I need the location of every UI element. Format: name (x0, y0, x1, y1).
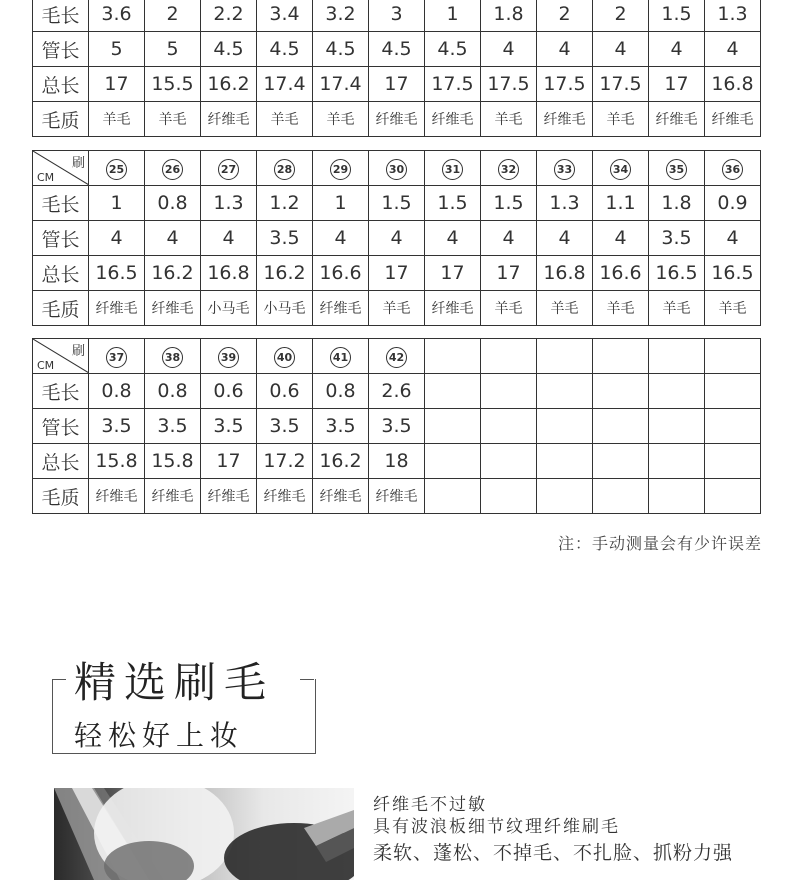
brush-number (705, 339, 761, 374)
brush-number (705, 151, 761, 186)
value-cell: 纤维毛 (257, 479, 313, 514)
value-cell: 4.5 (425, 32, 481, 67)
value-cell: 0.6 (201, 374, 257, 409)
value-cell: 羊毛 (705, 291, 761, 326)
value-cell: 4 (145, 221, 201, 256)
brush-number-badge: 27 (218, 159, 239, 180)
value-cell: 羊毛 (537, 291, 593, 326)
brush-number (481, 151, 537, 186)
value-cell: 3.5 (89, 409, 145, 444)
value-cell: 4 (705, 32, 761, 67)
row-label: 总长 (33, 256, 89, 291)
value-cell: 纤维毛 (313, 479, 369, 514)
value-cell: 16.5 (705, 256, 761, 291)
desc-line-1: 纤维毛不过敏 (373, 795, 487, 815)
value-cell: 2 (593, 0, 649, 32)
value-cell: 1.8 (649, 186, 705, 221)
value-cell: 纤维毛 (369, 102, 425, 137)
value-cell: 3.5 (201, 409, 257, 444)
value-cell (481, 409, 537, 444)
value-cell (705, 479, 761, 514)
brush-number-badge: 35 (666, 159, 687, 180)
value-cell (481, 479, 537, 514)
value-cell: 17.5 (537, 67, 593, 102)
frame-corner-right (300, 679, 314, 680)
value-cell: 羊毛 (145, 102, 201, 137)
value-cell: 1.5 (481, 186, 537, 221)
value-cell: 4 (593, 32, 649, 67)
value-cell: 纤维毛 (89, 479, 145, 514)
brush-number-badge: 39 (218, 347, 239, 368)
desc-line-3: 柔软、蓬松、不掉毛、不扎脸、抓粉力强 (373, 842, 734, 864)
value-cell: 纤维毛 (145, 479, 201, 514)
value-cell: 4.5 (201, 32, 257, 67)
value-cell: 3.5 (369, 409, 425, 444)
value-cell: 4 (593, 221, 649, 256)
brush-number-badge: 42 (386, 347, 407, 368)
value-cell: 羊毛 (593, 291, 649, 326)
brush-number-badge: 30 (386, 159, 407, 180)
row-material (33, 479, 761, 514)
value-cell: 0.8 (145, 374, 201, 409)
brush-number-badge: 34 (610, 159, 631, 180)
value-cell: 1.3 (537, 186, 593, 221)
value-cell: 16.5 (649, 256, 705, 291)
value-cell: 4 (705, 221, 761, 256)
brush-number-badge: 28 (274, 159, 295, 180)
value-cell: 4 (649, 32, 705, 67)
brush-number-badge: 38 (162, 347, 183, 368)
value-cell: 0.9 (705, 186, 761, 221)
row-label: 毛质 (33, 291, 89, 326)
value-cell: 羊毛 (593, 102, 649, 137)
value-cell (481, 374, 537, 409)
value-cell: 纤维毛 (145, 291, 201, 326)
value-cell: 纤维毛 (425, 102, 481, 137)
value-cell: 17.5 (593, 67, 649, 102)
value-cell (593, 374, 649, 409)
brush-number (257, 339, 313, 374)
value-cell: 16.6 (313, 256, 369, 291)
brush-number (593, 151, 649, 186)
value-cell: 纤维毛 (425, 291, 481, 326)
value-cell: 17 (201, 444, 257, 479)
section-subtitle: 轻松好上妆 (74, 719, 245, 752)
brush-number (369, 151, 425, 186)
value-cell: 17.2 (257, 444, 313, 479)
value-cell: 纤维毛 (201, 479, 257, 514)
value-cell (649, 444, 705, 479)
value-cell: 17.5 (481, 67, 537, 102)
value-cell (425, 444, 481, 479)
value-cell: 3.5 (649, 221, 705, 256)
value-cell (537, 374, 593, 409)
row-hair-len (33, 374, 761, 409)
row-label: 毛质 (33, 479, 89, 514)
value-cell: 3.5 (257, 221, 313, 256)
row-label: 管长 (33, 32, 89, 67)
brush-number-badge: 31 (442, 159, 463, 180)
value-cell (705, 444, 761, 479)
brush-number-badge: 37 (106, 347, 127, 368)
value-cell: 4 (313, 221, 369, 256)
spec-table-3 (32, 338, 761, 514)
corner-label-cm: CM (37, 171, 55, 184)
value-cell: 3.6 (89, 0, 145, 32)
value-cell (425, 374, 481, 409)
value-cell: 15.8 (145, 444, 201, 479)
value-cell: 1 (425, 0, 481, 32)
value-cell (649, 374, 705, 409)
value-cell: 0.8 (89, 374, 145, 409)
value-cell: 羊毛 (257, 102, 313, 137)
corner-cell (33, 339, 89, 374)
value-cell: 纤维毛 (201, 102, 257, 137)
value-cell: 3.4 (257, 0, 313, 32)
value-cell: 16.6 (593, 256, 649, 291)
brush-number (593, 339, 649, 374)
value-cell: 16.2 (201, 67, 257, 102)
brush-number-badge: 36 (722, 159, 743, 180)
value-cell: 小马毛 (257, 291, 313, 326)
brush-number (369, 339, 425, 374)
value-cell: 1.5 (369, 186, 425, 221)
value-cell: 4 (481, 221, 537, 256)
brush-number (649, 151, 705, 186)
value-cell (593, 409, 649, 444)
value-cell: 2.2 (201, 0, 257, 32)
value-cell: 1.1 (593, 186, 649, 221)
value-cell: 2 (537, 0, 593, 32)
value-cell: 18 (369, 444, 425, 479)
value-cell: 纤维毛 (537, 102, 593, 137)
header-row (33, 151, 761, 186)
section-title: 精选刷毛 (66, 650, 282, 710)
value-cell: 4.5 (369, 32, 425, 67)
value-cell: 17.5 (425, 67, 481, 102)
corner-label-brush: 刷 (71, 156, 85, 171)
value-cell: 1 (313, 186, 369, 221)
value-cell: 4 (369, 221, 425, 256)
value-cell: 17 (369, 256, 425, 291)
value-cell: 羊毛 (649, 291, 705, 326)
value-cell: 1.2 (257, 186, 313, 221)
brush-photo (54, 788, 354, 880)
value-cell: 17 (369, 67, 425, 102)
row-material (33, 291, 761, 326)
value-cell: 纤维毛 (313, 291, 369, 326)
brush-number (649, 339, 705, 374)
row-label: 毛长 (33, 374, 89, 409)
value-cell: 3 (369, 0, 425, 32)
value-cell: 16.2 (257, 256, 313, 291)
value-cell: 纤维毛 (369, 479, 425, 514)
value-cell (537, 479, 593, 514)
value-cell: 2.6 (369, 374, 425, 409)
value-cell: 0.6 (257, 374, 313, 409)
brush-number (201, 151, 257, 186)
value-cell: 16.2 (145, 256, 201, 291)
value-cell: 16.2 (313, 444, 369, 479)
value-cell: 1.3 (201, 186, 257, 221)
brush-number (257, 151, 313, 186)
brush-number (89, 151, 145, 186)
value-cell: 17 (481, 256, 537, 291)
value-cell: 1.5 (649, 0, 705, 32)
corner-label-brush: 刷 (71, 344, 85, 359)
value-cell: 3.2 (313, 0, 369, 32)
row-tube-len (33, 32, 761, 67)
value-cell: 羊毛 (481, 291, 537, 326)
value-cell: 3.5 (145, 409, 201, 444)
row-material (33, 102, 761, 137)
value-cell: 3.5 (313, 409, 369, 444)
value-cell: 15.5 (145, 67, 201, 102)
value-cell: 1.8 (481, 0, 537, 32)
value-cell: 1.3 (705, 0, 761, 32)
brush-number-badge: 33 (554, 159, 575, 180)
value-cell: 羊毛 (369, 291, 425, 326)
row-label: 总长 (33, 67, 89, 102)
header-row (33, 339, 761, 374)
value-cell: 纤维毛 (649, 102, 705, 137)
value-cell: 4 (537, 32, 593, 67)
value-cell: 17 (425, 256, 481, 291)
brush-number (145, 151, 201, 186)
value-cell: 羊毛 (313, 102, 369, 137)
value-cell: 16.8 (705, 67, 761, 102)
row-label: 管长 (33, 221, 89, 256)
value-cell: 羊毛 (481, 102, 537, 137)
value-cell: 0.8 (313, 374, 369, 409)
row-tube-len (33, 221, 761, 256)
value-cell: 4 (425, 221, 481, 256)
brush-number-badge: 32 (498, 159, 519, 180)
value-cell: 5 (145, 32, 201, 67)
value-cell: 3.5 (257, 409, 313, 444)
row-hair-len (33, 186, 761, 221)
value-cell: 16.5 (89, 256, 145, 291)
desc-line-2: 具有波浪板细节纹理纤维刷毛 (373, 817, 620, 837)
brush-number (425, 339, 481, 374)
value-cell: 4 (537, 221, 593, 256)
value-cell: 5 (89, 32, 145, 67)
value-cell (705, 409, 761, 444)
value-cell: 16.8 (537, 256, 593, 291)
brush-number (537, 151, 593, 186)
value-cell: 4 (89, 221, 145, 256)
value-cell: 15.8 (89, 444, 145, 479)
value-cell (593, 444, 649, 479)
value-cell (649, 409, 705, 444)
row-tube-len (33, 409, 761, 444)
value-cell (537, 409, 593, 444)
brush-number-badge: 40 (274, 347, 295, 368)
value-cell: 纤维毛 (89, 291, 145, 326)
brush-number (89, 339, 145, 374)
value-cell: 小马毛 (201, 291, 257, 326)
value-cell: 17.4 (257, 67, 313, 102)
frame-corner-left (52, 679, 66, 680)
brush-number (145, 339, 201, 374)
brush-number (425, 151, 481, 186)
row-label: 毛长 (33, 186, 89, 221)
corner-label-cm: CM (37, 359, 55, 372)
value-cell (425, 479, 481, 514)
brush-number-badge: 26 (162, 159, 183, 180)
row-total-len (33, 444, 761, 479)
brush-number (481, 339, 537, 374)
brush-number (313, 151, 369, 186)
brush-number (201, 339, 257, 374)
spec-table-1 (32, 0, 761, 137)
value-cell: 4.5 (313, 32, 369, 67)
value-cell: 纤维毛 (705, 102, 761, 137)
value-cell: 4 (481, 32, 537, 67)
brush-illustration (54, 788, 354, 880)
value-cell: 4.5 (257, 32, 313, 67)
brush-number-badge: 25 (106, 159, 127, 180)
brush-number-badge: 29 (330, 159, 351, 180)
spec-table-2 (32, 150, 761, 326)
value-cell: 16.8 (201, 256, 257, 291)
value-cell (649, 479, 705, 514)
measurement-note: 注：手动测量会有少许误差 (557, 534, 762, 553)
value-cell: 17 (89, 67, 145, 102)
value-cell (481, 444, 537, 479)
value-cell: 0.8 (145, 186, 201, 221)
brush-number (313, 339, 369, 374)
value-cell (593, 479, 649, 514)
value-cell: 17 (649, 67, 705, 102)
value-cell: 1.5 (425, 186, 481, 221)
value-cell: 17.4 (313, 67, 369, 102)
value-cell (537, 444, 593, 479)
value-cell: 1 (89, 186, 145, 221)
brush-number-badge: 41 (330, 347, 351, 368)
value-cell (425, 409, 481, 444)
row-label: 毛质 (33, 102, 89, 137)
value-cell: 羊毛 (89, 102, 145, 137)
row-hair-len (33, 0, 761, 32)
brush-number (537, 339, 593, 374)
value-cell: 4 (201, 221, 257, 256)
row-label: 管长 (33, 409, 89, 444)
value-cell (705, 374, 761, 409)
row-label: 毛长 (33, 0, 89, 32)
corner-cell (33, 151, 89, 186)
row-total-len (33, 67, 761, 102)
row-label: 总长 (33, 444, 89, 479)
row-total-len (33, 256, 761, 291)
value-cell: 2 (145, 0, 201, 32)
